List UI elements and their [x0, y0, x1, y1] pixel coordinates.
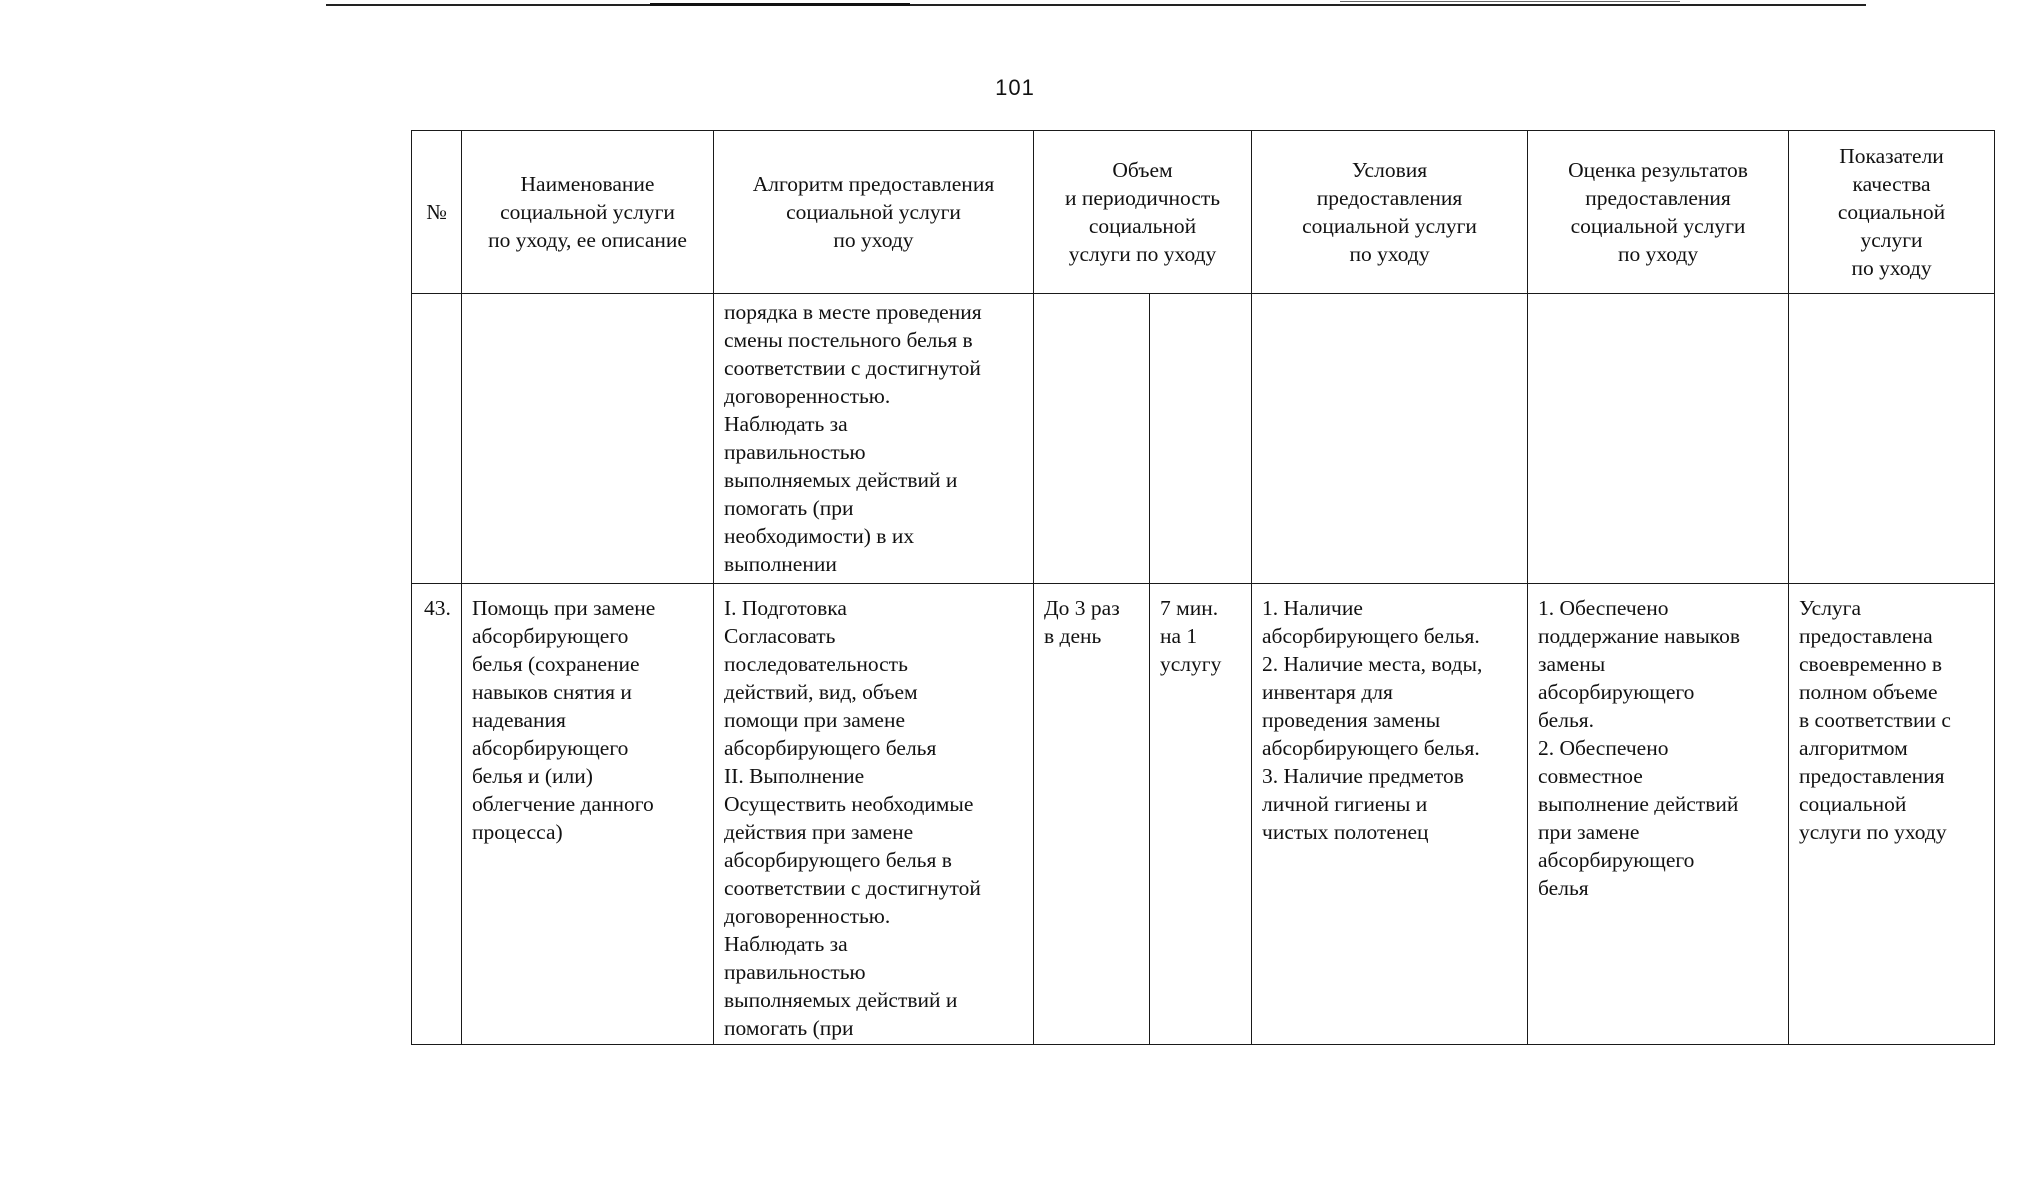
cell-quality	[1789, 584, 1995, 1045]
algorithm-line: действия при замене	[724, 820, 914, 844]
quality-line: предоставления	[1799, 764, 1945, 788]
algorithm-line: договоренностью.	[724, 384, 891, 408]
header-conditions-line: Условия	[1351, 158, 1428, 182]
cell-algorithm	[714, 294, 1034, 584]
table-row-continuation	[412, 294, 1995, 584]
quality-line: предоставлена	[1799, 624, 1933, 648]
evaluation-line: абсорбирующего	[1538, 680, 1695, 704]
evaluation-line: белья	[1538, 876, 1589, 900]
header-algorithm-line: по уходу	[833, 228, 914, 252]
conditions-line: 1. Наличие	[1262, 596, 1363, 620]
conditions-line: чистых полотенец	[1262, 820, 1429, 844]
header-name-line: социальной услуги	[500, 200, 675, 224]
cell-evaluation	[1528, 294, 1789, 584]
quality-line: алгоритмом	[1799, 736, 1908, 760]
evaluation-line: абсорбирующего	[1538, 848, 1695, 872]
evaluation-line: совместное	[1538, 764, 1643, 788]
algorithm-line: выполняемых действий и	[724, 988, 958, 1012]
volume-line: До 3 раз	[1044, 596, 1120, 620]
name-line: навыков снятия и	[472, 680, 632, 704]
algorithm-line: Согласовать	[724, 624, 836, 648]
table-row-43	[412, 584, 1995, 1045]
scan-top-rule-thick	[650, 3, 910, 6]
algorithm-line: Осуществить необходимые	[724, 792, 974, 816]
header-algorithm-line: социальной услуги	[786, 200, 961, 224]
header-quality-line: по уходу	[1851, 256, 1932, 280]
conditions-line: 3. Наличие предметов	[1262, 764, 1464, 788]
algorithm-line: договоренностью.	[724, 904, 891, 928]
header-evaluation	[1528, 131, 1789, 294]
algorithm-line: соответствии с достигнутой	[724, 876, 981, 900]
algorithm-line: действий, вид, объем	[724, 680, 918, 704]
header-conditions	[1252, 131, 1528, 294]
page-number: 101	[995, 75, 1035, 100]
header-evaluation-line: Оценка результатов	[1568, 158, 1748, 182]
header-name-line: Наименование	[520, 172, 655, 196]
header-evaluation-line: по уходу	[1617, 242, 1699, 266]
cell-no: 43.	[412, 584, 462, 1045]
header-quality-line: социальной	[1837, 200, 1946, 224]
name-line: надевания	[472, 708, 566, 732]
algorithm-line: помогать (при	[724, 1016, 854, 1040]
evaluation-line: белья.	[1538, 708, 1595, 732]
algorithm-line: последовательность	[724, 652, 908, 676]
cell-name	[462, 584, 714, 1045]
header-no: №	[412, 131, 462, 294]
algorithm-line: правильностью	[724, 960, 866, 984]
conditions-line: инвентаря для	[1262, 680, 1393, 704]
algorithm-line: абсорбирующего белья в	[724, 848, 952, 872]
scan-top-rule	[326, 4, 1866, 6]
volume-line: в день	[1044, 624, 1102, 648]
table-header-row	[412, 131, 1995, 294]
name-line: процесса)	[472, 820, 563, 844]
cell-evaluation	[1528, 584, 1789, 1045]
header-name	[462, 131, 714, 294]
header-evaluation-line: социальной услуги	[1570, 214, 1746, 238]
cell-no	[412, 294, 462, 584]
name-line: абсорбирующего	[472, 736, 629, 760]
periodicity-line: 7 мин.	[1160, 596, 1219, 620]
header-conditions-line: социальной услуги	[1302, 214, 1477, 238]
header-quality-line: качества	[1852, 172, 1931, 196]
conditions-line: 2. Наличие места, воды,	[1262, 652, 1483, 676]
cell-name	[462, 294, 714, 584]
periodicity-line: услугу	[1160, 652, 1222, 676]
header-name-line: по уходу, ее описание	[488, 228, 687, 252]
algorithm-line: I. Подготовка	[724, 596, 847, 620]
header-quality-line: услуги	[1860, 228, 1923, 252]
cell-conditions	[1252, 584, 1528, 1045]
periodicity-line: на 1	[1160, 624, 1198, 648]
algorithm-line: II. Выполнение	[724, 764, 865, 788]
header-conditions-line: предоставления	[1316, 186, 1463, 210]
cell-quality	[1789, 294, 1995, 584]
quality-line: своевременно в	[1799, 652, 1942, 676]
name-line: белья (сохранение	[472, 652, 640, 676]
conditions-line: абсорбирующего белья.	[1262, 736, 1480, 760]
header-quality-line: Показатели	[1839, 144, 1944, 168]
quality-line: Услуга	[1799, 596, 1862, 620]
algorithm-line: выполнении	[724, 552, 837, 576]
quality-line: полном объеме	[1799, 680, 1938, 704]
evaluation-line: выполнение действий	[1538, 792, 1739, 816]
algorithm-line: абсорбирующего белья	[724, 736, 937, 760]
quality-line: услуги по уходу	[1799, 820, 1947, 844]
header-volume-line: социальной	[1088, 214, 1197, 238]
header-algorithm	[714, 131, 1034, 294]
evaluation-line: 1. Обеспечено	[1538, 596, 1669, 620]
quality-line: социальной	[1799, 792, 1907, 816]
algorithm-line: выполняемых действий и	[724, 468, 958, 492]
cell-volume	[1034, 294, 1150, 584]
cell-periodicity	[1150, 584, 1252, 1045]
header-evaluation-line: предоставления	[1585, 186, 1731, 210]
cell-volume	[1034, 584, 1150, 1045]
algorithm-line: Наблюдать за	[724, 932, 848, 956]
evaluation-line: замены	[1538, 652, 1606, 676]
conditions-line: личной гигиены и	[1262, 792, 1428, 816]
evaluation-line: поддержание навыков	[1538, 624, 1741, 648]
evaluation-line: при замене	[1538, 820, 1640, 844]
cell-conditions	[1252, 294, 1528, 584]
cell-periodicity	[1150, 294, 1252, 584]
algorithm-line: помощи при замене	[724, 708, 906, 732]
algorithm-line: смены постельного белья в	[724, 328, 973, 352]
quality-line: в соответствии с	[1799, 708, 1951, 732]
algorithm-line: порядка в месте проведения	[724, 300, 982, 324]
header-volume-line: Объем	[1112, 158, 1173, 182]
cell-algorithm	[714, 584, 1034, 1045]
name-line: белья и (или)	[472, 764, 593, 788]
name-line: Помощь при замене	[472, 596, 656, 620]
header-conditions-line: по уходу	[1349, 242, 1430, 266]
algorithm-line: соответствии с достигнутой	[724, 356, 981, 380]
name-line: абсорбирующего	[472, 624, 629, 648]
evaluation-line: 2. Обеспечено	[1538, 736, 1669, 760]
header-volume-line: услуги по уходу	[1068, 242, 1217, 266]
header-quality	[1789, 131, 1995, 294]
algorithm-line: правильностью	[724, 440, 866, 464]
header-volume-line: и периодичность	[1064, 186, 1221, 210]
conditions-line: проведения замены	[1262, 708, 1441, 732]
algorithm-line: необходимости) в их	[724, 524, 915, 548]
scan-top-rule-thin	[1340, 1, 1680, 2]
name-line: облегчение данного	[472, 792, 654, 816]
conditions-line: абсорбирующего белья.	[1262, 624, 1480, 648]
header-volume	[1034, 131, 1252, 294]
algorithm-line: Наблюдать за	[724, 412, 848, 436]
algorithm-line: помогать (при	[724, 496, 854, 520]
header-algorithm-line: Алгоритм предоставления	[752, 172, 995, 196]
social-services-table	[411, 130, 1995, 1045]
